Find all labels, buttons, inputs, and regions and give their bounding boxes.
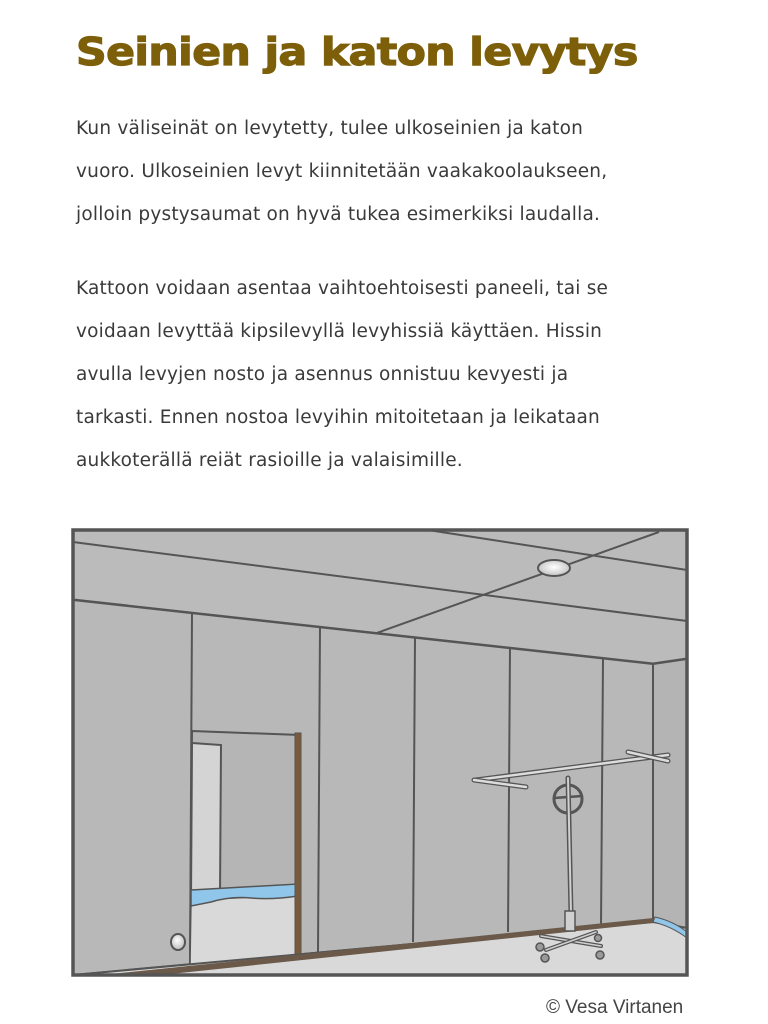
electrical-box-icon <box>171 934 185 950</box>
paragraph-line: Kattoon voidaan asentaa vaihtoehtoisesti paneeli, tai se <box>76 278 609 299</box>
paragraph-line: tarkasti. Ennen nostoa levyihin mitoitetaan ja leikataan <box>76 407 600 428</box>
door-frame-wood <box>295 733 301 958</box>
doorway <box>190 731 301 965</box>
paragraph-line: jolloin pystysaumat on hyvä tukea esimerkiksi laudalla. <box>76 204 601 225</box>
side-wall <box>653 659 687 928</box>
paragraph-ceiling <box>76 267 756 482</box>
paragraph-line: avulla levyjen nosto ja asennus onnistuu kevyesti ja <box>76 364 569 385</box>
paragraph-line: voidaan levyttää kipsilevyllä levyhissiä käyttäen. Hissin <box>76 321 603 342</box>
copyright-credit: © Vesa Virtanen <box>546 997 684 1018</box>
paragraph-line: aukkoterällä reiät rasioille ja valaisimille. <box>76 450 463 471</box>
room-illustration <box>71 528 691 978</box>
ceiling-light-icon <box>538 560 570 576</box>
paragraph-line: vuoro. Ulkoseinien levyt kiinnitetään vaakakoolaukseen, <box>76 161 608 182</box>
page-title: Seinien ja katon levytys <box>76 30 638 74</box>
paragraph-line: Kun väliseinät on levytetty, tulee ulkoseinien ja katon <box>76 118 584 139</box>
paragraph-intro <box>76 107 756 236</box>
